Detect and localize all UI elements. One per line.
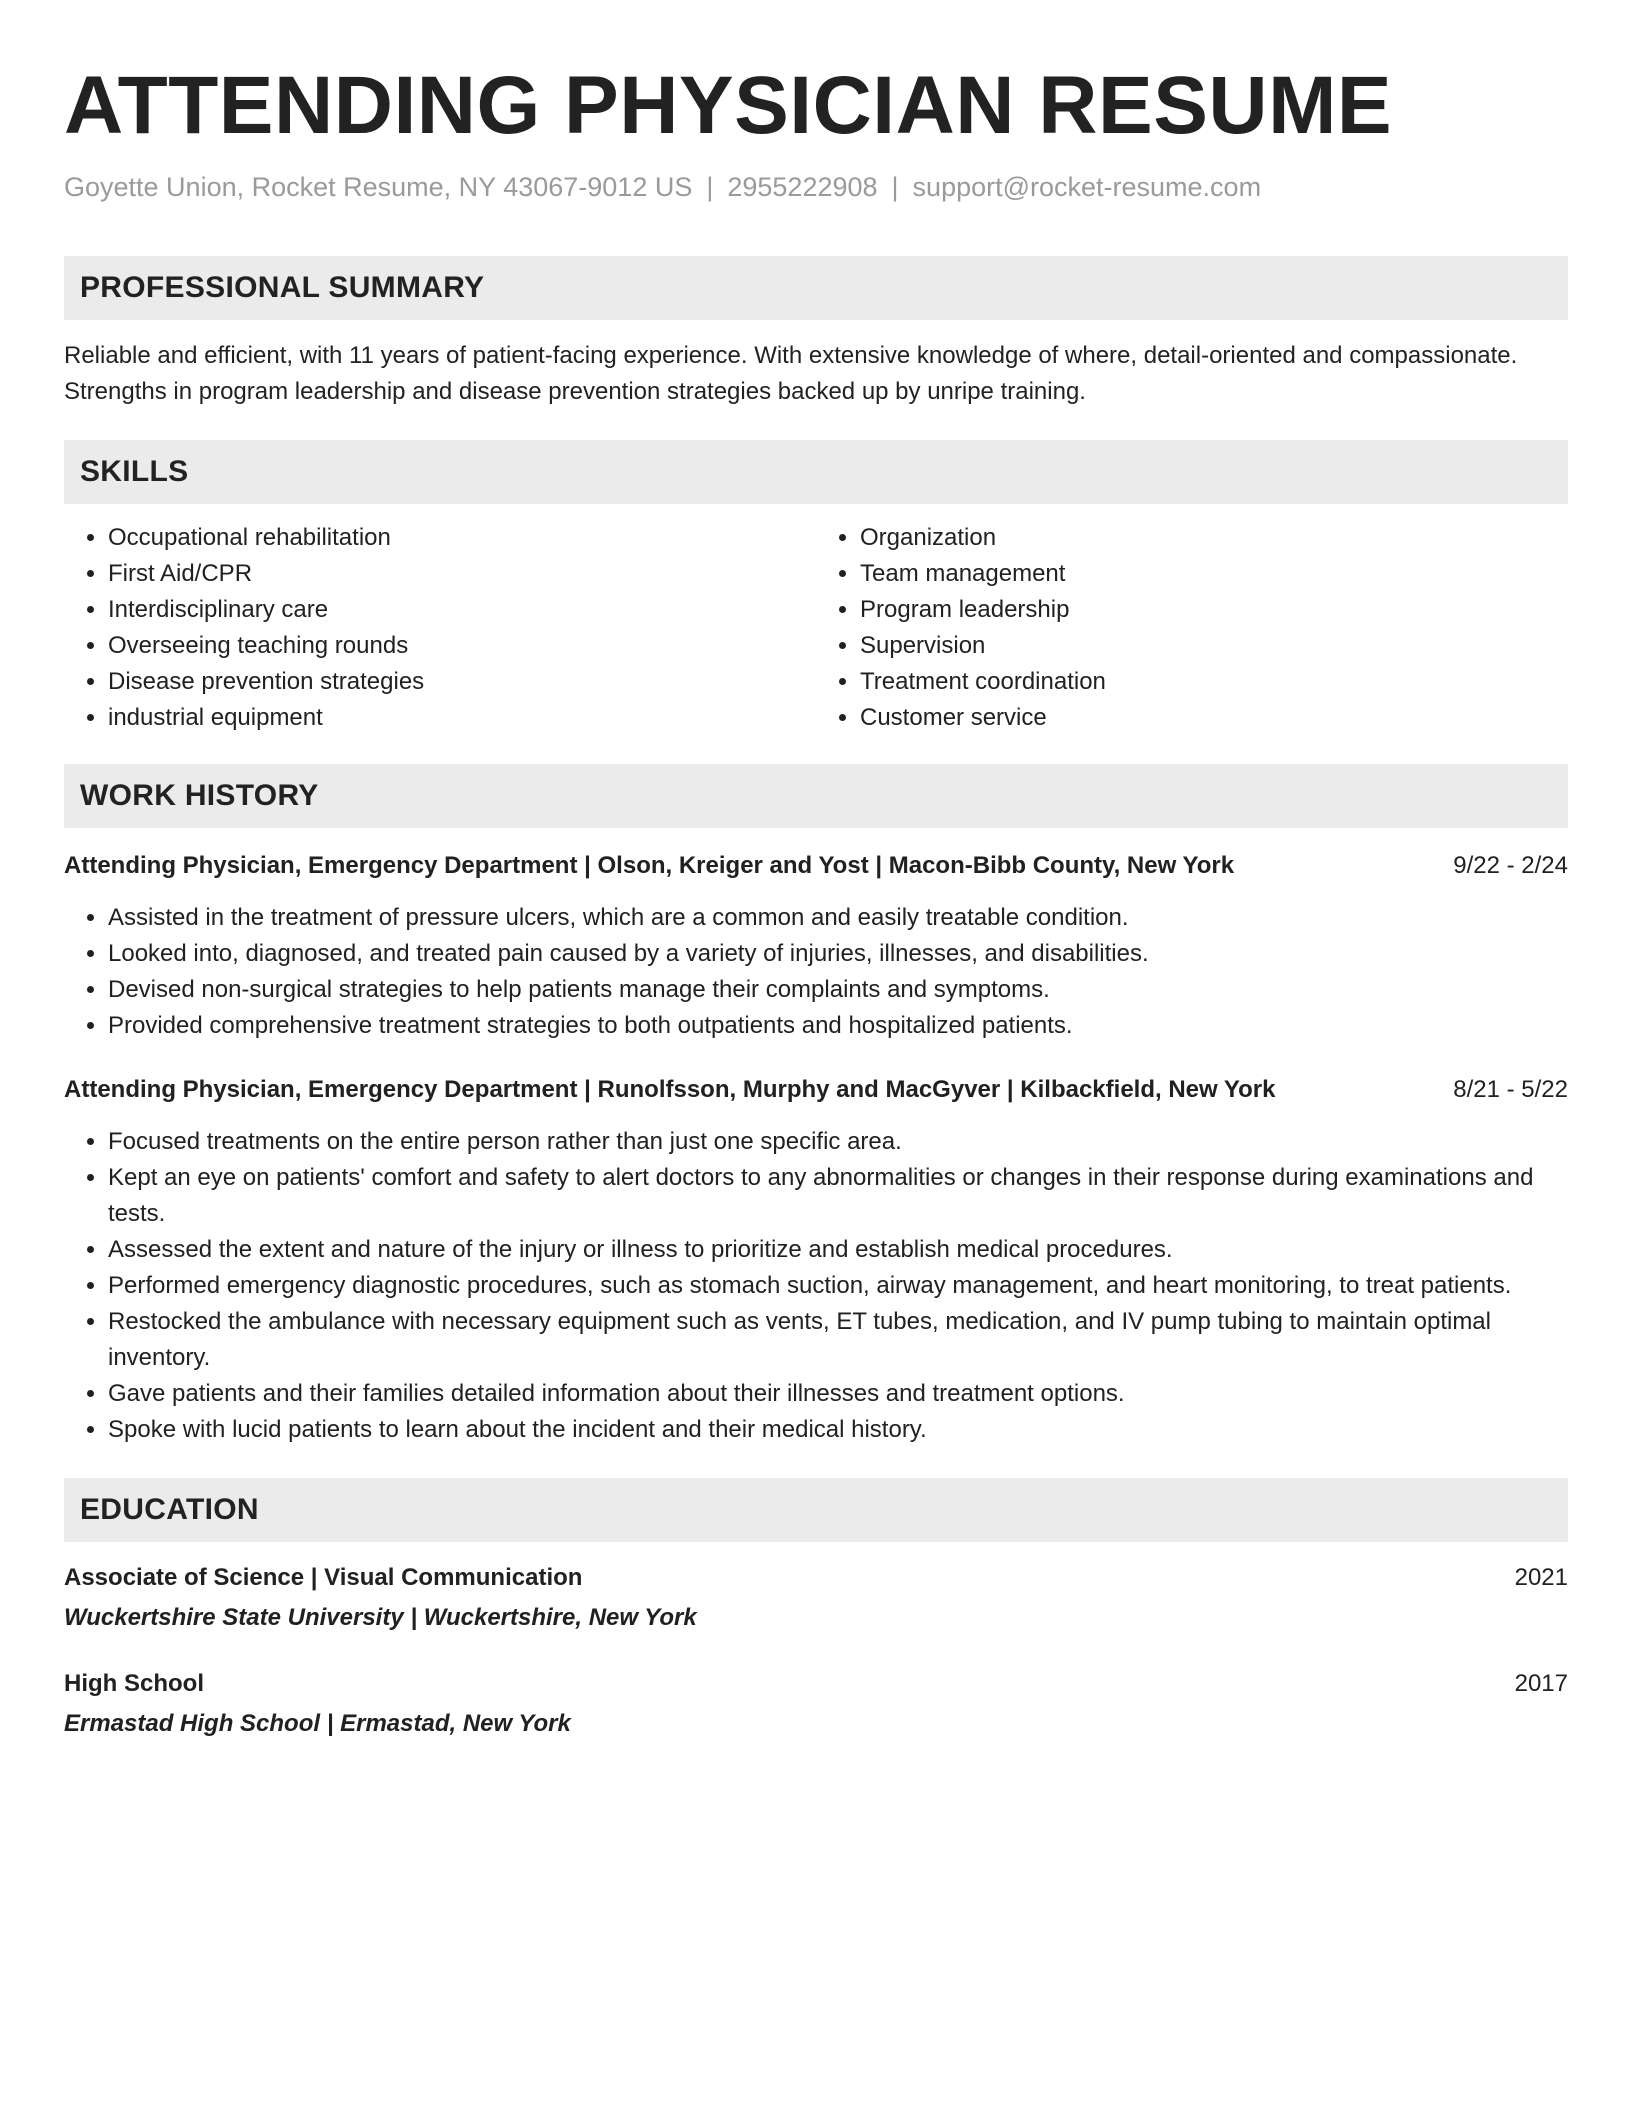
job-dates: 9/22 - 2/24 <box>1453 852 1568 879</box>
job-bullet: • Kept an eye on patients' comfort and safety to alert doctors to any abnormalities or changes in their response during examinations and tests. <box>108 1160 1568 1232</box>
job-bullet: • Devised non-surgical strategies to help patients manage their complaints and symptoms. <box>108 972 1568 1008</box>
job-bullets <box>64 900 1568 1044</box>
contact-address: Goyette Union, Rocket Resume, NY 43067-9012 US <box>64 172 693 202</box>
education-school: Ermastad High School | Ermastad, New York <box>64 1710 571 1737</box>
education-degree: Associate of Science | Visual Communication <box>64 1564 583 1591</box>
job-bullet: • Gave patients and their families detailed information about their illnesses and treatment options. <box>108 1376 1568 1412</box>
job-header <box>64 848 1568 884</box>
job-dates: 8/21 - 5/22 <box>1453 1076 1568 1103</box>
job-bullet: • Assessed the extent and nature of the injury or illness to prioritize and establish medical procedures. <box>108 1232 1568 1268</box>
work-history-heading: WORK HISTORY <box>64 764 1568 828</box>
education-header <box>64 1560 1568 1596</box>
education-year: 2017 <box>1514 1670 1568 1697</box>
contact-email: support@rocket-resume.com <box>912 172 1262 202</box>
skills-column-right <box>816 520 1568 736</box>
skill-item: • Team management <box>860 556 1568 592</box>
skill-item: • Customer service <box>860 700 1568 736</box>
education-entry <box>64 1666 1568 1742</box>
skill-item: • First Aid/CPR <box>108 556 816 592</box>
skill-item: • Program leadership <box>860 592 1568 628</box>
job-title: Attending Physician, Emergency Department | Olson, Kreiger and Yost | Macon-Bibb County, New York <box>64 852 1235 879</box>
skill-item: • Interdisciplinary care <box>108 592 816 628</box>
skill-item: • Overseeing teaching rounds <box>108 628 816 664</box>
job-entry <box>64 848 1568 1044</box>
contact-phone: 2955222908 <box>727 172 878 202</box>
education-school: Wuckertshire State University | Wuckertshire, New York <box>64 1604 697 1631</box>
skills-list <box>64 520 1568 736</box>
skill-item: • industrial equipment <box>108 700 816 736</box>
education-heading: EDUCATION <box>64 1478 1568 1542</box>
job-bullet: • Restocked the ambulance with necessary equipment such as vents, ET tubes, medication, and IV pump tubing to maintain optimal inventory. <box>108 1304 1568 1376</box>
job-entry <box>64 1072 1568 1448</box>
resume-title: ATTENDING PHYSICIAN RESUME <box>64 60 1393 151</box>
skill-item: • Disease prevention strategies <box>108 664 816 700</box>
job-bullet: • Assisted in the treatment of pressure ulcers, which are a common and easily treatable condition. <box>108 900 1568 936</box>
skills-heading: SKILLS <box>64 440 1568 504</box>
education-degree: High School <box>64 1670 204 1697</box>
job-bullet: • Provided comprehensive treatment strategies to both outpatients and hospitalized patients. <box>108 1008 1568 1044</box>
job-title: Attending Physician, Emergency Department | Runolfsson, Murphy and MacGyver | Kilbackfield, New York <box>64 1076 1276 1103</box>
skill-item: • Organization <box>860 520 1568 556</box>
skills-column-left <box>64 520 816 736</box>
education-year: 2021 <box>1514 1564 1568 1591</box>
skill-item: • Treatment coordination <box>860 664 1568 700</box>
job-bullets <box>64 1124 1568 1448</box>
skill-item: • Occupational rehabilitation <box>108 520 816 556</box>
contact-line <box>64 170 1568 204</box>
contact-separator: | <box>891 172 899 202</box>
education-entry <box>64 1560 1568 1636</box>
summary-text: Reliable and efficient, with 11 years of patient-facing experience. With extensive knowledge of where, detail-oriented and compassionate. Strengths in program leadership and disease prevention strategies backed up by unripe training. <box>64 342 1518 405</box>
summary-heading: PROFESSIONAL SUMMARY <box>64 256 1568 320</box>
job-bullet: • Looked into, diagnosed, and treated pain caused by a variety of injuries, illnesses, and disabilities. <box>108 936 1568 972</box>
job-bullet: • Performed emergency diagnostic procedures, such as stomach suction, airway management, and heart monitoring, to treat patients. <box>108 1268 1568 1304</box>
education-header <box>64 1666 1568 1702</box>
skill-item: • Supervision <box>860 628 1568 664</box>
contact-separator: | <box>706 172 714 202</box>
job-bullet: • Spoke with lucid patients to learn about the incident and their medical history. <box>108 1412 1568 1448</box>
job-bullet: • Focused treatments on the entire person rather than just one specific area. <box>108 1124 1568 1160</box>
job-header <box>64 1072 1568 1108</box>
